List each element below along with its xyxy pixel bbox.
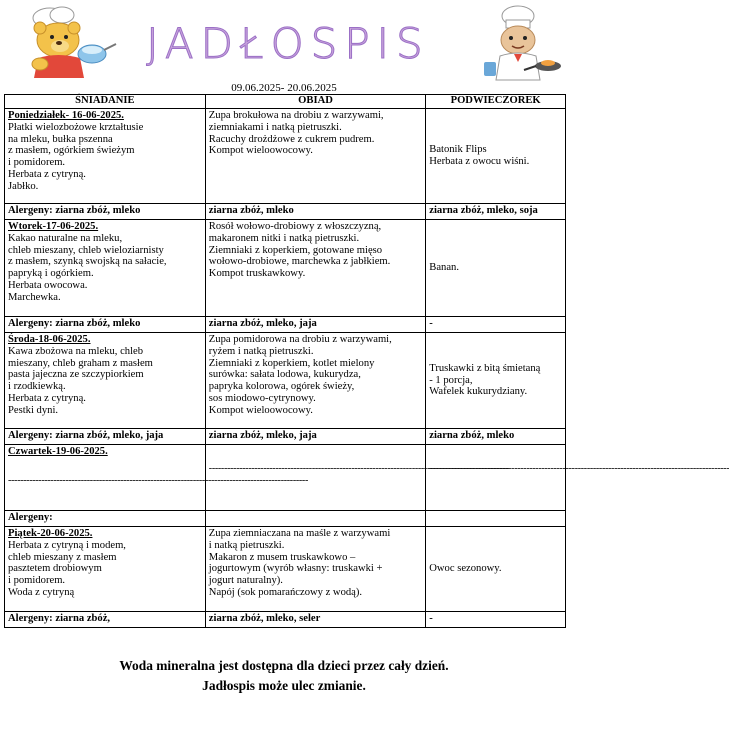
breakfast-cell [5, 445, 308, 511]
allergens-cell: ziarna zbóż, mleko [426, 429, 566, 445]
snack-cell [426, 333, 566, 429]
day-row [5, 333, 566, 429]
allergens-cell: ziarna zbóż, mleko, jaja [205, 317, 425, 333]
breakfast-item: Kakao naturalne na mleku, [8, 232, 123, 244]
snack-item: Owoc sezonowy. [429, 563, 502, 575]
header [0, 0, 568, 82]
lunch-item: papryka kolorowa, ogórek świeży, [208, 381, 355, 393]
allergens-cell: - [426, 317, 566, 333]
breakfast-item: Kawa zbożowa na mleku, chleb [8, 345, 144, 357]
breakfast-item: mieszany, chleb graham z masłem [8, 357, 153, 369]
bear-chef-icon [22, 6, 118, 80]
breakfast-item: pasta jajeczna ze szczypiorkiem [8, 369, 144, 381]
breakfast-item: z masłem, ogórkiem świeżym [8, 145, 135, 157]
dashed-placeholder: --------------------------------------------------------------------------------------------------- [208, 463, 509, 474]
lunch-item: Kompot wieloowocowy. [208, 145, 313, 157]
footer-change-note: Jadłospis może ulec zmianie. [202, 678, 366, 693]
allergens-cell: Alergeny: ziarna zbóż, mleko, jaja [5, 429, 206, 445]
dashed-placeholder: --------------------------------------------------------------------------------------------------- [429, 463, 729, 474]
lunch-cell [205, 220, 425, 317]
day-label: Wtorek-17-06-2025. [8, 221, 99, 232]
breakfast-item: Jabłko. [8, 180, 39, 192]
breakfast-item: papryką i ogórkiem. [8, 268, 94, 280]
lunch-cell [205, 527, 425, 612]
lunch-cell [205, 109, 425, 204]
breakfast-item: z masłem, szynką swojską na sałacie, [8, 256, 167, 268]
snack-item: Batonik Flips [429, 144, 487, 156]
lunch-item: i natką pietruszki. [208, 539, 285, 551]
day-label: Środa-18-06-2025. [8, 334, 91, 345]
snack-cell [426, 527, 566, 612]
allergens-cell: Alergeny: ziarna zbóż, mleko [5, 317, 206, 333]
breakfast-cell [5, 527, 206, 612]
breakfast-item: Woda z cytryną [8, 586, 75, 598]
snack-item: - 1 porcja, [429, 374, 473, 386]
breakfast-cell [5, 220, 206, 317]
lunch-item: Zupa pomidorowa na drobiu z warzywami, [208, 334, 392, 345]
dashed-placeholder: --------------------------------------------------------------------------------------------------- [8, 474, 308, 486]
day-row [5, 527, 566, 612]
lunch-item: jogurt naturalny). [208, 575, 283, 587]
day-row [5, 220, 566, 317]
lunch-item: surówka: sałata lodowa, kukurydza, [208, 369, 361, 381]
header-breakfast: ŚNIADANIE [5, 95, 206, 109]
cartoon-chef-icon [478, 4, 566, 82]
breakfast-item: Herbata z cytryną. [8, 392, 86, 404]
breakfast-cell [5, 109, 206, 204]
lunch-item: Ziemniaki z koperkiem, gotowane mięso [208, 244, 383, 256]
lunch-cell [205, 333, 425, 429]
breakfast-item: Herbata owocowa. [8, 279, 88, 291]
breakfast-item: Płatki wielozbożowe krztałtusie [8, 121, 144, 133]
breakfast-item: Marchewka. [8, 291, 61, 303]
snack-item: Wafelek kukurydziany. [429, 386, 528, 398]
day-row [5, 109, 566, 204]
breakfast-item: pasztetem drobiowym [8, 563, 102, 575]
snack-item: Truskawki z bitą śmietaną [429, 362, 541, 374]
lunch-item: Zupa ziemniaczana na maśle z warzywami [208, 528, 391, 539]
allergens-cell: ziarna zbóż, mleko, jaja [205, 429, 425, 445]
allergens-cell: Alergeny: ziarna zbóż, mleko [5, 204, 206, 220]
allergens-row [5, 317, 566, 333]
day-label: Piątek-20-06-2025. [8, 528, 93, 539]
allergens-cell: ziarna zbóż, mleko, seler [205, 612, 425, 628]
footer-water-note: Woda mineralna jest dostępna dla dzieci przez cały dzień. [119, 658, 449, 673]
lunch-item: ziemniakami i natką pietruszki. [208, 121, 342, 133]
allergens-row [5, 511, 566, 527]
day-label: Czwartek-19-06-2025. [8, 446, 108, 457]
lunch-item: Kompot truskawkowy. [208, 268, 306, 280]
breakfast-item: na mleku, bułka pszenna [8, 133, 113, 145]
allergens-row [5, 612, 566, 628]
allergens-cell: ziarna zbóż, mleko, soja [426, 204, 566, 220]
lunch-item: sos miodowo-cytrynowy. [208, 392, 316, 404]
breakfast-item: Pestki dyni. [8, 404, 59, 416]
lunch-item: makaronem nitki i natką pietruszki. [208, 232, 360, 244]
menu-table [4, 94, 729, 628]
lunch-item: Zupa brokułowa na drobiu z warzywami, [208, 110, 384, 121]
allergens-cell: ziarna zbóż, mleko [205, 204, 425, 220]
breakfast-item: i rzodkiewką. [8, 381, 66, 393]
snack-cell [426, 109, 566, 204]
day-row [5, 445, 566, 511]
snack-cell [426, 220, 566, 317]
lunch-item: wołowo-drobiowe, marchewka z jabłkiem. [208, 256, 391, 268]
allergens-row [5, 204, 566, 220]
date-range: 09.06.2025- 20.06.2025 [231, 82, 337, 94]
table-header-row [5, 95, 566, 109]
day-label: Poniedziałek- 16-06-2025. [8, 110, 124, 121]
allergens-cell [205, 511, 425, 527]
breakfast-item: i pomidorem. [8, 575, 66, 587]
allergens-cell: - [426, 612, 566, 628]
snack-item: Herbata z owocu wiśni. [429, 156, 530, 167]
breakfast-item: i pomidorem. [8, 157, 66, 169]
lunch-item: Makaron z musem truskawkowo – [208, 551, 356, 563]
allergens-cell: Alergeny: ziarna zbóż, [5, 612, 206, 628]
lunch-item: Ziemniaki z koperkiem, kotlet mielony [208, 357, 375, 369]
allergens-cell: Alergeny: [5, 511, 206, 527]
header-snack: PODWIECZOREK [426, 95, 566, 109]
allergens-cell [426, 511, 566, 527]
allergens-row [5, 429, 566, 445]
breakfast-item: chleb mieszany, chleb wieloziarnisty [8, 244, 164, 256]
header-lunch: OBIAD [205, 95, 425, 109]
snack-item: Banan. [429, 262, 459, 274]
breakfast-cell [5, 333, 206, 429]
lunch-item: Napój (sok pomarańczowy z wodą). [208, 586, 363, 598]
breakfast-item: Herbata z cytryną i modem, [8, 539, 126, 551]
page-title: JADŁOSPIS [146, 19, 430, 68]
breakfast-item: chleb mieszany z masłem [8, 551, 117, 563]
lunch-item: Racuchy drożdżowe z cukrem pudrem. [208, 133, 375, 145]
snack-cell [426, 445, 729, 511]
lunch-item: Kompot wieloowocowy. [208, 404, 313, 416]
breakfast-item: Herbata z cytryną. [8, 168, 86, 180]
lunch-item: jogurtowym (wyrób własny: truskawki + [208, 563, 383, 575]
lunch-item: ryżem i natką pietruszki. [208, 345, 314, 357]
lunch-item: Rosół wołowo-drobiowy z włoszczyzną, [208, 221, 382, 232]
